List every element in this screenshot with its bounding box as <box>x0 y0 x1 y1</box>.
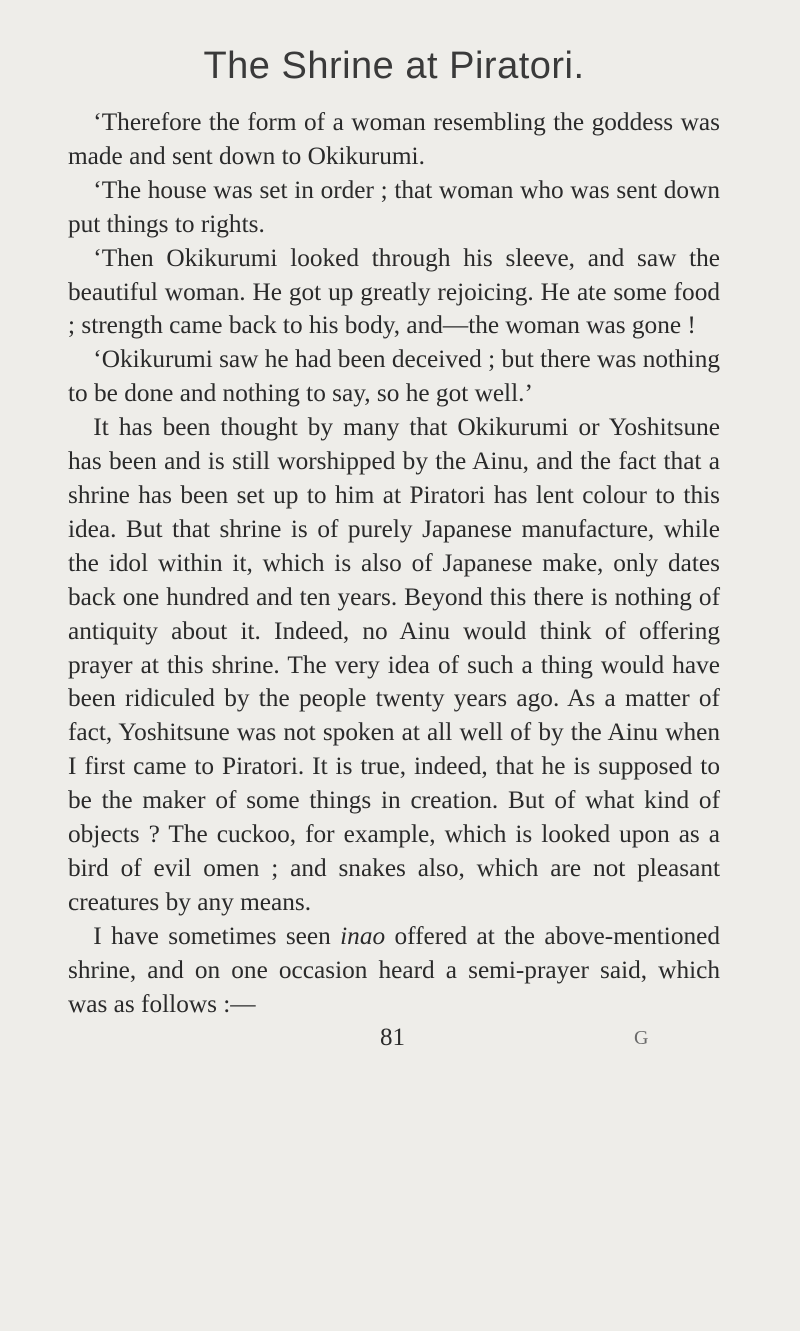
paragraph: It has been thought by many that Okikurumi or Yoshitsune has been and is still worshipped by the Ainu, and the fact that a shrine has been set up to him at Piratori has lent colour to this idea. But that shrine is of purely Japanese manufacture, while the idol within it, which is also of Japanese make, only dates back one hundred and ten years. Beyond this there is nothing of antiquity about it. Indeed, no Ainu would think of offering prayer at this shrine. The very idea of such a thing would have been ridiculed by the people twenty years ago. As a matter of fact, Yoshitsune was not spoken at all well of by the Ainu when I first came to Piratori. It is true, indeed, that he is supposed to be the maker of some things in creation. But of what kind of objects ? The cuckoo, for example, which is looked upon as a bird of evil omen ; and snakes also, which are not pleasant creatures by any means. <box>68 413 720 916</box>
paragraph-last <box>68 920 720 1022</box>
paragraph: ‘Therefore the form of a woman resembling the goddess was made and sent down to Okikurumi. <box>68 108 720 170</box>
italic-term: inao <box>340 921 386 950</box>
page-footer <box>68 1021 720 1055</box>
paragraph-text: I have sometimes seen <box>93 921 341 950</box>
body-text <box>68 106 720 1021</box>
running-head: The Shrine at Piratori. <box>203 45 585 87</box>
paragraph: ‘Okikurumi saw he had been deceived ; but there was nothing to be done and nothing to say, so he got well.’ <box>68 345 720 408</box>
paragraph-text: offered at the above-mentioned shrine, and on one occasion heard a semi-prayer said, which was as follows :— <box>68 921 720 1018</box>
paragraph: ‘The house was set in order ; that woman who was sent down put things to rights. <box>68 175 720 238</box>
book-page <box>68 44 720 1055</box>
page-number: 81 <box>380 1024 405 1052</box>
signature-mark: G <box>634 1027 649 1050</box>
paragraph: ‘Then Okikurumi looked through his sleeve, and saw the beautiful woman. He got up greatly rejoicing. He ate some food ; strength came back to his body, and—the woman was gone ! <box>68 243 720 340</box>
